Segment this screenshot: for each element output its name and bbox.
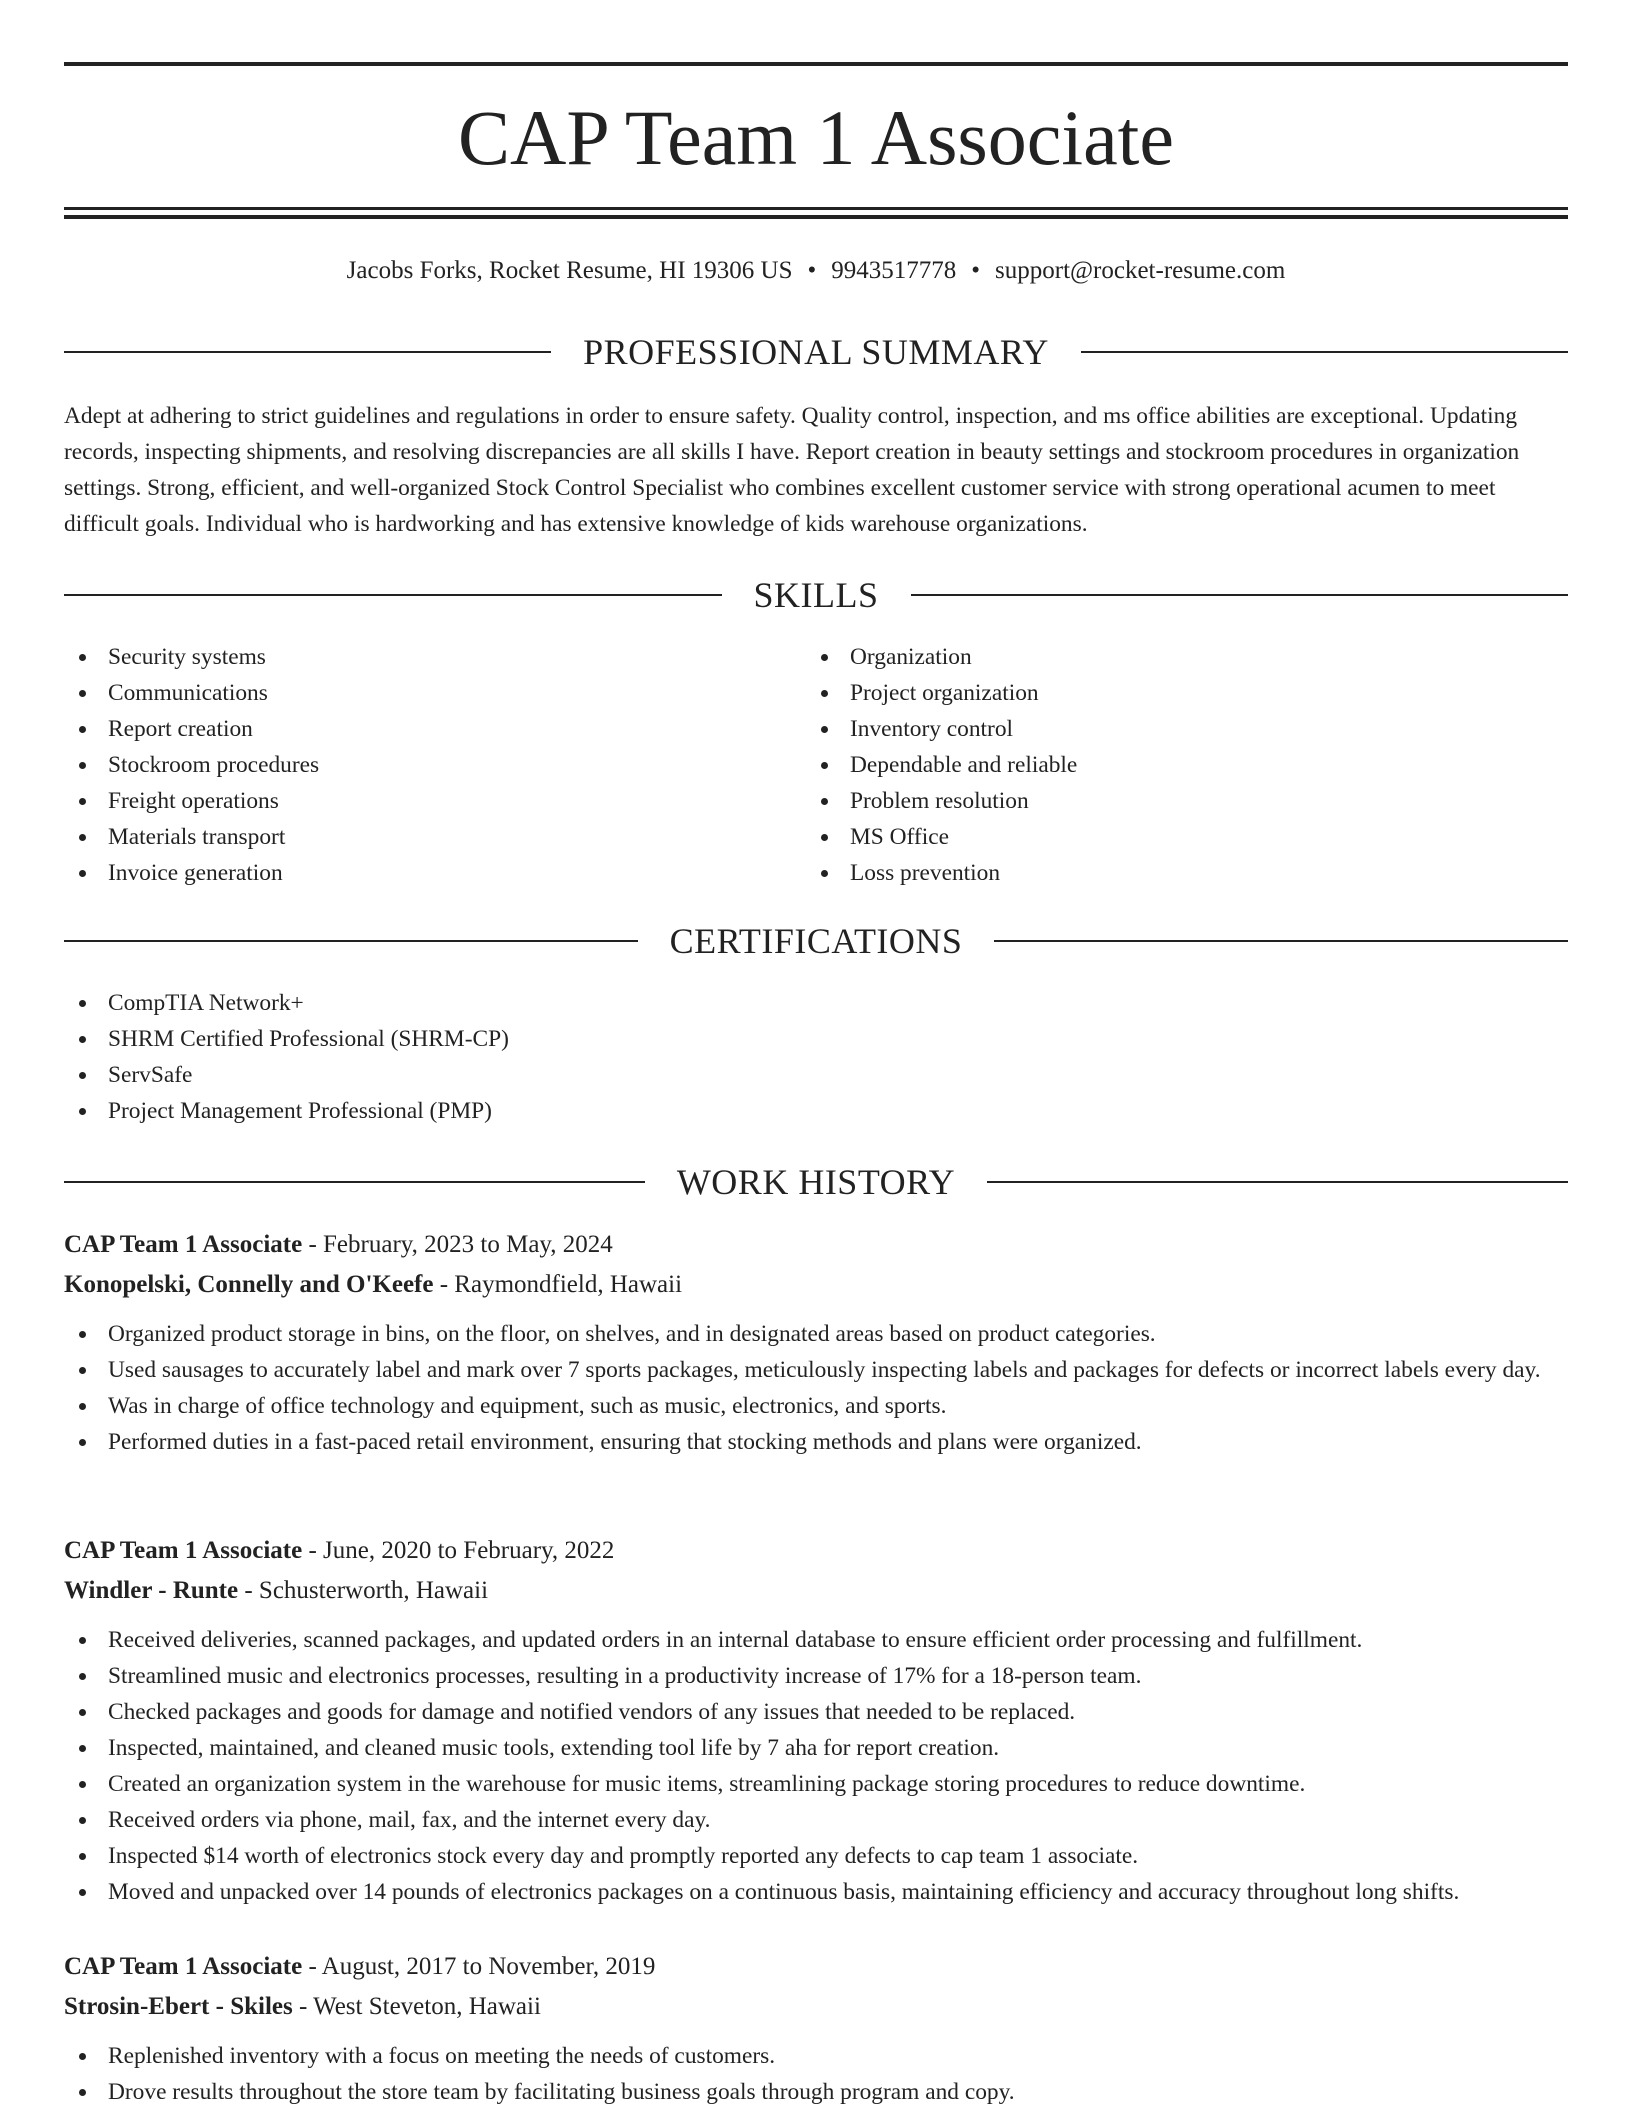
skill-item: Communications — [64, 675, 804, 711]
job-bullet-item: Streamlined music and electronics processes, resulting in a productivity increase of 17% for a 18-person team. — [64, 1658, 1568, 1694]
job-bullet-item: Received deliveries, scanned packages, and updated orders in an internal database to ensure efficient order processing and fulfillment. — [64, 1622, 1568, 1658]
job-bullet-item: Inspected, maintained, and cleaned music tools, extending tool life by 7 aha for report creation. — [64, 1730, 1568, 1766]
job-dates: - August, 2017 to November, 2019 — [302, 1953, 656, 1980]
skills-column-right — [806, 639, 1546, 891]
skill-item: Stockroom procedures — [64, 747, 804, 783]
summary-title: PROFESSIONAL SUMMARY — [583, 332, 1049, 372]
job-bullet-item: Drove results throughout the store team by facilitating business goals through program and copy. — [64, 2074, 1568, 2110]
skills-list-right — [806, 639, 1546, 891]
certifications-section-heading — [64, 919, 1568, 963]
resume-name: CAP Team 1 Associate — [458, 94, 1174, 181]
header-double-rule-upper — [64, 207, 1568, 210]
job-location: - Raymondfield, Hawaii — [433, 1271, 683, 1298]
job-company-line — [64, 1988, 1568, 2026]
summary-section-heading — [64, 330, 1568, 374]
contact-email: support@rocket-resume.com — [995, 257, 1286, 284]
header-double-rule-lower — [64, 215, 1568, 219]
job-bullets — [64, 1622, 1568, 1910]
skills-section-heading — [64, 573, 1568, 617]
skill-item: Problem resolution — [806, 783, 1546, 819]
job-role: CAP Team 1 Associate — [64, 1537, 303, 1564]
job-bullet-item: Organized product storage in bins, on the floor, on shelves, and in designated areas based on product categories. — [64, 1316, 1568, 1352]
contact-separator: • — [971, 257, 981, 284]
header-top-rule — [64, 62, 1568, 66]
job-bullets — [64, 2038, 1568, 2110]
skill-item: Security systems — [64, 639, 804, 675]
heading-rule-left — [64, 940, 638, 942]
heading-rule-left — [64, 594, 722, 596]
heading-rule-right — [994, 940, 1568, 942]
job-bullet-item: Inspected $14 worth of electronics stock every day and promptly reported any defects to cap team 1 associate. — [64, 1838, 1568, 1874]
job-location: - Schusterworth, Hawaii — [238, 1577, 489, 1604]
skill-item: Report creation — [64, 711, 804, 747]
job-location: - West Steveton, Hawaii — [292, 1993, 541, 2020]
certification-item: CompTIA Network+ — [64, 985, 1568, 1021]
skill-item: Inventory control — [806, 711, 1546, 747]
skill-item: Project organization — [806, 675, 1546, 711]
heading-rule-right — [911, 594, 1569, 596]
job-company: Strosin-Ebert - Skiles — [64, 1993, 293, 2020]
summary-text: Adept at adhering to strict guidelines and regulations in order to ensure safety. Quality control, inspection, and ms office abilities are exceptional. Updating records, inspecting shipments, and resolving discrepancies are all skills I have. Report creation in beauty settings and stockroom procedures in organization settings. Strong, efficient, and well-organized Stock Control Specialist who combines excellent customer service with strong operational acumen to meet difficult goals. Individual who is hardworking and has extensive knowledge of kids warehouse organizations. — [64, 403, 1520, 537]
heading-rule-left — [64, 351, 551, 353]
skills-list-left — [64, 639, 804, 891]
certifications-title: CERTIFICATIONS — [669, 921, 963, 961]
job-entry — [64, 1532, 1568, 1910]
certifications-block — [64, 985, 1568, 1129]
contact-phone: 9943517778 — [831, 257, 957, 284]
work-history-section-heading — [64, 1160, 1568, 1204]
job-bullet-item: Created an organization system in the warehouse for music items, streamlining package storing procedures to reduce downtime. — [64, 1766, 1568, 1802]
job-company-line — [64, 1266, 1568, 1304]
job-company-line — [64, 1572, 1568, 1610]
job-bullet-item: Used sausages to accurately label and mark over 7 sports packages, meticulously inspecting labels and packages for defects or incorrect labels every day. — [64, 1352, 1568, 1388]
skill-item: Freight operations — [64, 783, 804, 819]
job-company: Konopelski, Connelly and O'Keefe — [64, 1271, 434, 1298]
job-title-line — [64, 1226, 1568, 1264]
job-company: Windler - Runte — [64, 1577, 239, 1604]
job-title-line — [64, 1532, 1568, 1570]
heading-rule-right — [1081, 351, 1568, 353]
job-entry — [64, 1948, 1568, 2110]
job-title-line — [64, 1948, 1568, 1986]
contact-address: Jacobs Forks, Rocket Resume, HI 19306 US — [346, 257, 793, 284]
certifications-list — [64, 985, 1568, 1129]
job-dates: - February, 2023 to May, 2024 — [302, 1231, 613, 1258]
certification-item: Project Management Professional (PMP) — [64, 1093, 1568, 1129]
job-bullet-item: Checked packages and goods for damage and notified vendors of any issues that needed to be replaced. — [64, 1694, 1568, 1730]
skills-title: SKILLS — [753, 575, 879, 615]
work-history-title: WORK HISTORY — [676, 1162, 956, 1202]
skill-item: Loss prevention — [806, 855, 1546, 891]
skill-item: MS Office — [806, 819, 1546, 855]
skill-item: Invoice generation — [64, 855, 804, 891]
job-bullet-item: Performed duties in a fast-paced retail environment, ensuring that stocking methods and plans were organized. — [64, 1424, 1568, 1460]
job-bullet-item: Replenished inventory with a focus on meeting the needs of customers. — [64, 2038, 1568, 2074]
skill-item: Dependable and reliable — [806, 747, 1546, 783]
job-bullet-item: Moved and unpacked over 14 pounds of electronics packages on a continuous basis, maintaining efficiency and accuracy throughout long shifts. — [64, 1874, 1568, 1910]
certification-item: ServSafe — [64, 1057, 1568, 1093]
job-role: CAP Team 1 Associate — [64, 1231, 303, 1258]
skills-column-left — [64, 639, 804, 891]
contact-separator: • — [807, 257, 817, 284]
heading-rule-right — [987, 1181, 1568, 1183]
heading-rule-left — [64, 1181, 645, 1183]
job-dates: - June, 2020 to February, 2022 — [302, 1537, 615, 1564]
skill-item: Organization — [806, 639, 1546, 675]
certification-item: SHRM Certified Professional (SHRM-CP) — [64, 1021, 1568, 1057]
contact-line — [64, 254, 1568, 288]
job-bullet-item: Received orders via phone, mail, fax, and the internet every day. — [64, 1802, 1568, 1838]
job-bullet-item: Was in charge of office technology and equipment, such as music, electronics, and sports. — [64, 1388, 1568, 1424]
job-entry — [64, 1226, 1568, 1460]
skill-item: Materials transport — [64, 819, 804, 855]
job-bullets — [64, 1316, 1568, 1460]
job-role: CAP Team 1 Associate — [64, 1953, 303, 1980]
